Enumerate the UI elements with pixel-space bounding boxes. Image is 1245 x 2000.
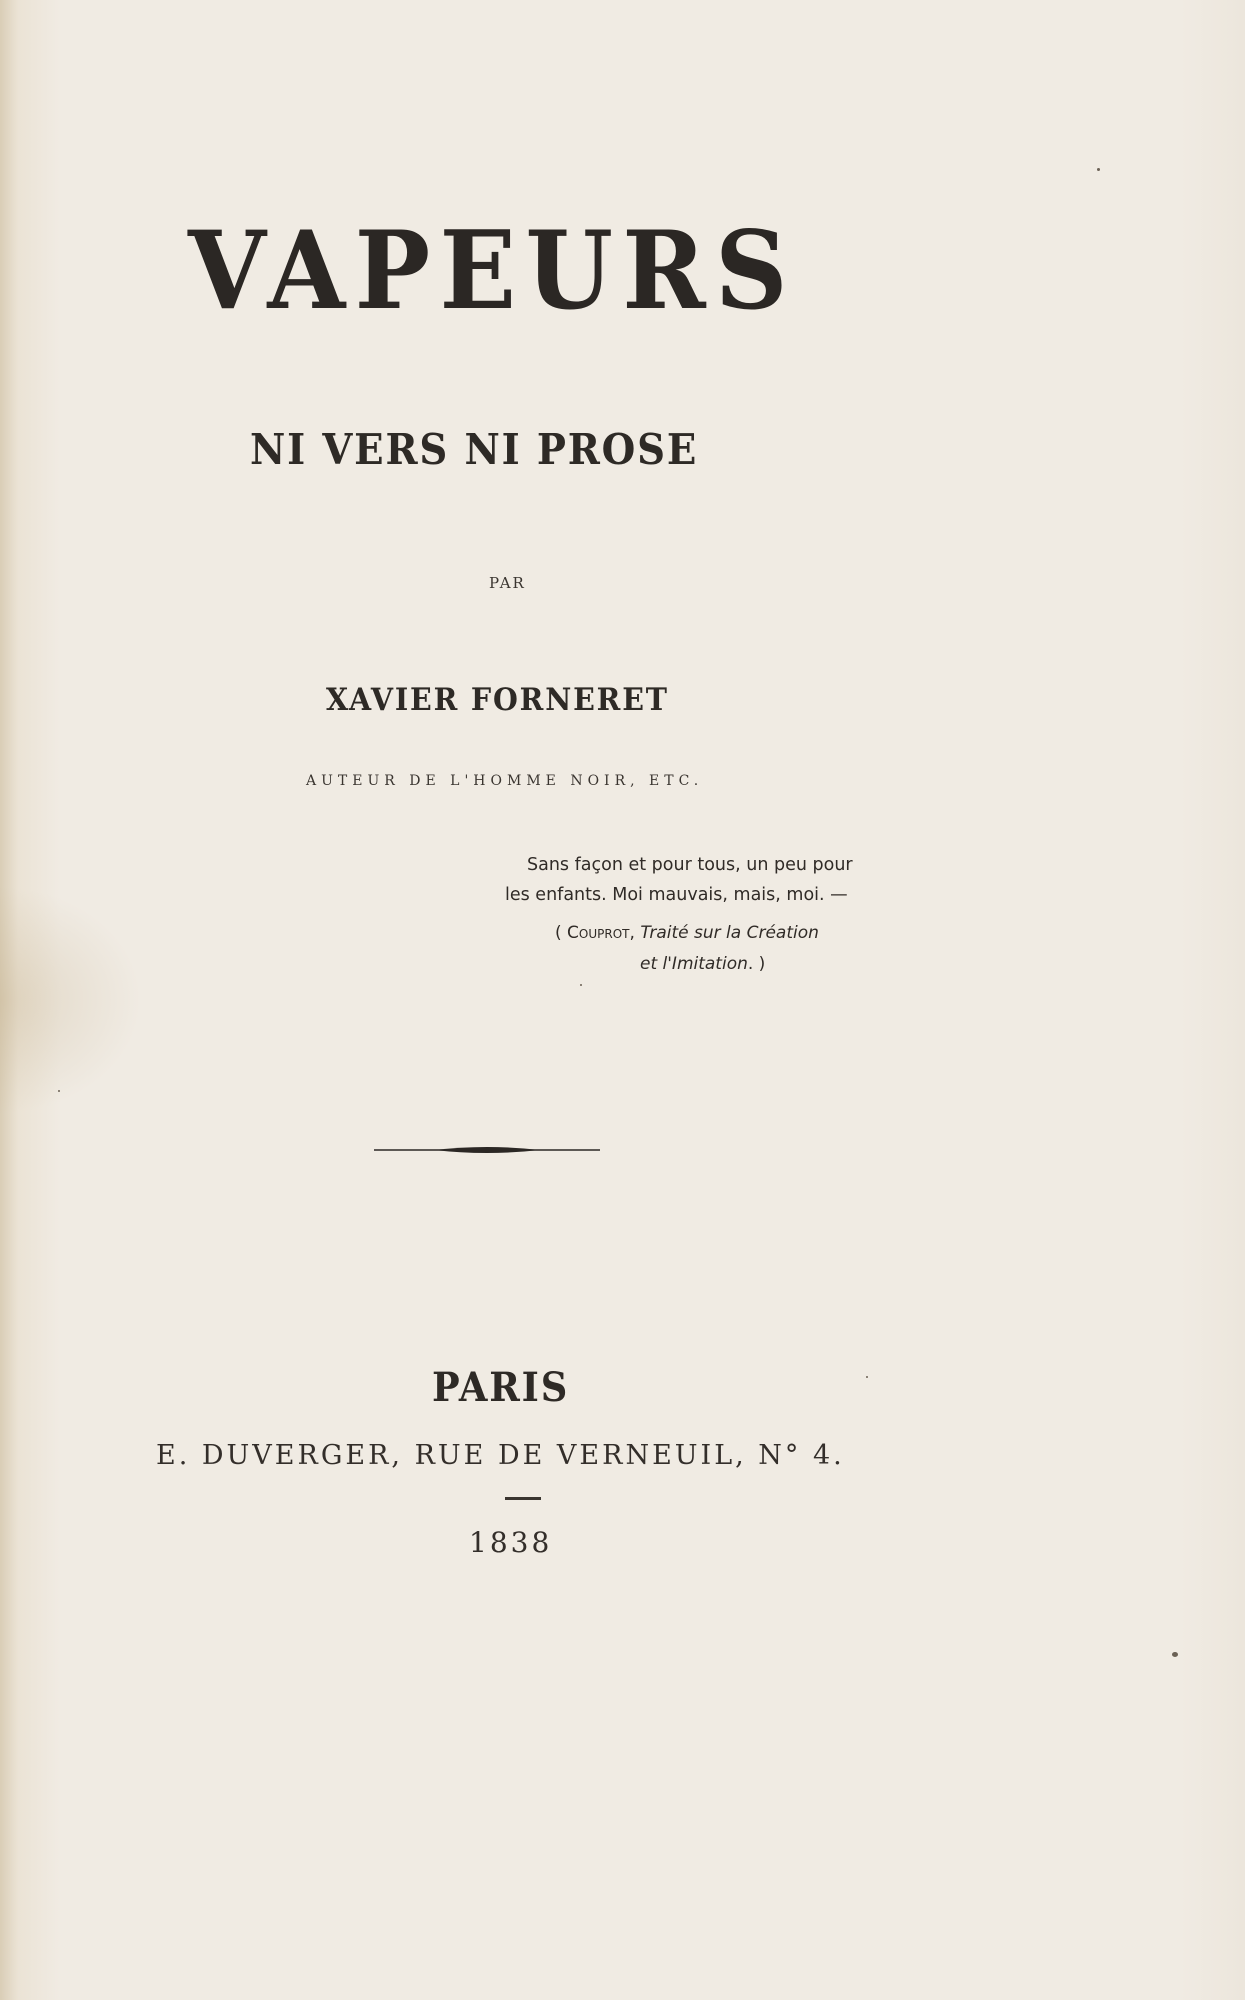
imprint-year: 1838 bbox=[469, 1526, 553, 1559]
citation-line-2 bbox=[555, 949, 819, 980]
citation-close: . ) bbox=[747, 954, 766, 974]
citation-work-part-1: Traité sur la Création bbox=[640, 923, 819, 943]
book-subtitle: NI VERS NI PROSE bbox=[250, 425, 699, 474]
author-name: XAVIER FORNERET bbox=[326, 682, 669, 718]
citation-work-part-2: et l'Imitation bbox=[640, 954, 748, 974]
paper-speck bbox=[580, 984, 582, 986]
epigraph-citation bbox=[555, 918, 819, 980]
author-note: AUTEUR DE L'HOMME NOIR, ETC. bbox=[306, 773, 704, 789]
paper-speck bbox=[866, 1376, 868, 1378]
ornamental-rule bbox=[374, 1145, 600, 1155]
citation-open: ( bbox=[555, 923, 568, 943]
epigraph-line-1: Sans façon et pour tous, un peu pour bbox=[527, 855, 853, 875]
epigraph bbox=[505, 850, 855, 910]
short-divider bbox=[505, 1497, 541, 1500]
paper-speck bbox=[1097, 168, 1100, 171]
citation-author: Couprot bbox=[567, 923, 630, 943]
citation-separator: , bbox=[629, 923, 641, 943]
book-title: VAPEURS bbox=[188, 208, 797, 334]
imprint-city: PARIS bbox=[432, 1364, 570, 1411]
paper-speck bbox=[1172, 1652, 1178, 1657]
paper-speck bbox=[58, 1090, 60, 1092]
epigraph-line-2: les enfants. Moi mauvais, mais, moi. — bbox=[505, 885, 848, 905]
by-label: PAR bbox=[489, 574, 526, 592]
imprint-publisher: E. DUVERGER, RUE DE VERNEUIL, N° 4. bbox=[156, 1440, 845, 1471]
